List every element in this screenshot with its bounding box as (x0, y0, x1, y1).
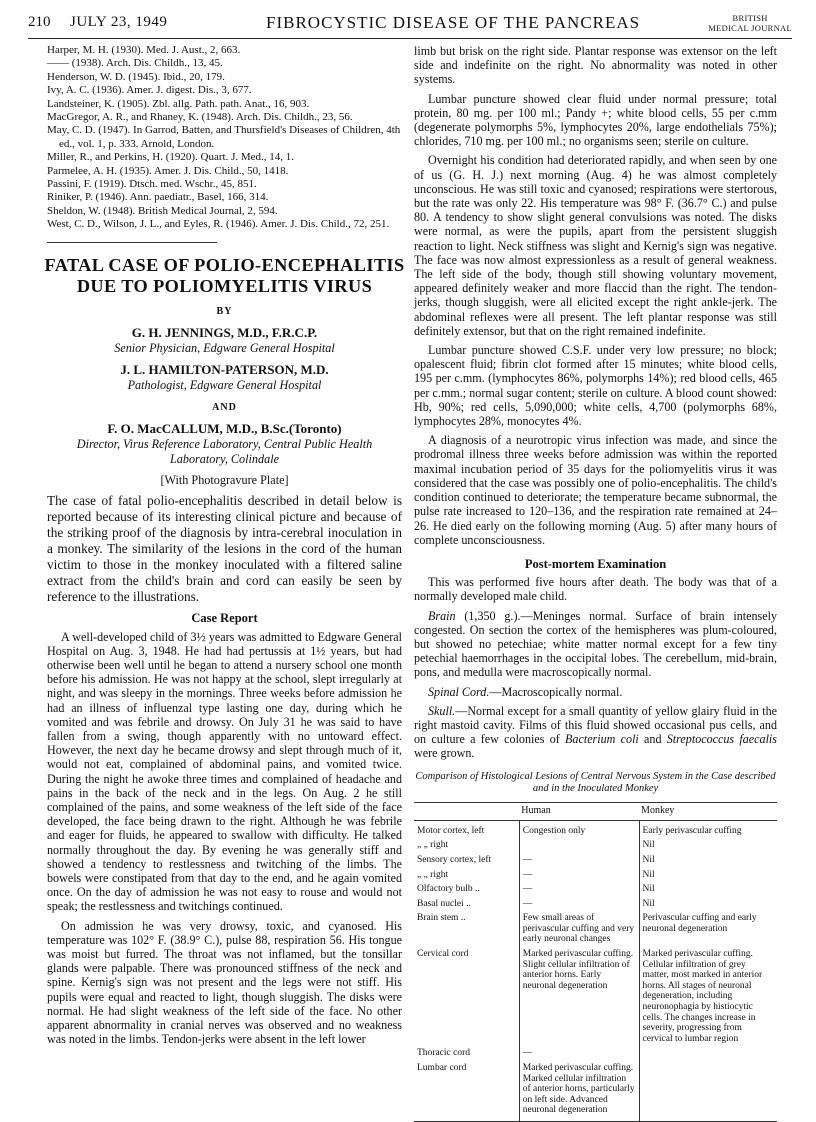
reference-item: Miller, R., and Perkins, H. (1920). Quart. J. Med., 14, 1. (47, 151, 295, 164)
table-cell-site: Olfactory bulb .. (417, 884, 480, 895)
author-name: F. O. MacCALLUM, M.D., B.Sc.(Toronto) (107, 421, 342, 437)
reference-item: MacGregor, A. R., and Rhaney, K. (1948). Arch. Dis. Childh., 23, 56. (47, 111, 353, 124)
table-cell-site: Thoracic cord (417, 1048, 471, 1059)
table-cell-site: Brain stem .. (417, 913, 466, 924)
journal-name (708, 13, 792, 33)
author-name: G. H. JENNINGS, M.D., F.R.C.P. (131, 324, 318, 340)
journal-line-1: BRITISH (732, 13, 768, 23)
header-cell (414, 803, 519, 821)
author-affiliation: Pathologist, Edgware General Hospital (127, 377, 322, 392)
body-paragraph (414, 685, 777, 699)
reference-item: Sheldon, W. (1948). British Medical Journal, 2, 594. (47, 204, 278, 217)
header-cell: Human (519, 803, 639, 821)
journal-line-2: MEDICAL JOURNAL (708, 23, 792, 33)
table-row (414, 897, 777, 912)
running-title: FIBROCYSTIC DISEASE OF THE PANCREAS (266, 13, 641, 32)
table-row (414, 838, 777, 853)
table-caption: Comparison of Histological Lesions of Central Nervous System in the Case described and in the Inoculated Monkey (415, 770, 776, 795)
table-cell-site: Cervical cord (417, 949, 469, 960)
table-cell-human: — (519, 853, 639, 868)
subhead-label: Brain (428, 608, 456, 623)
table-cell-human (519, 838, 639, 853)
table-cell-monkey: Nil (642, 884, 655, 895)
table-cell-human: — (519, 868, 639, 883)
reference-item: —— (1938). Arch. Dis. Childh., 13, 45. (47, 57, 223, 70)
table-cell-human: Few small areas of perivascular cuffing and very early neuronal changes (519, 911, 639, 947)
body-paragraph: A well-developed child of 3½ years was admitted to Edgware General Hospital on Aug. 3, 1948. He had had pertussis at 1½ years, but had otherwise been well until he began to attend a nursery school one month before his admission. He was not happy at the school, slept irregularly at night, and was sleepy in the mornings. Three weeks before admission he had an illness of influenzal type lasting one day, during which he vomited and was febrile and drowsy. On July 31 he was said to have fallen from a swing, though apparently with no untoward effect. However, the next day he became drowsy and slept through much of it, would not eat, complained of abdominal pains, and vomited twice. During the night he awoke three times and complained of headache and pains in the back of the neck and in the legs. On Aug. 2 he still complained of the pains, and some weakness of the left side of the face developed, the face being drawn to the right. Although he was febrile and eager for fluids, he appeared to swallow with difficulty. He talked normally throughout the day. By evening he was generally stiff and showed a tendency to restlessness and twitching of the limbs. The bowels were constipated from that day to the end, and he again vomited once. On the day of admission he was not easy to rouse and would not speak; the restlessness and twitchings continued. (47, 629, 402, 914)
and-line: AND (212, 401, 237, 413)
table-cell-monkey: Perivascular cuffing and early neuronal degeneration (642, 913, 757, 934)
reference-item: Harper, M. H. (1930). Med. J. Aust., 2, 663. (47, 44, 241, 56)
body-paragraph (414, 704, 777, 761)
table-cell-monkey: Nil (642, 869, 655, 880)
running-header (28, 12, 792, 39)
table-cell-monkey: Nil (642, 898, 655, 909)
author-affiliation: Senior Physician, Edgware General Hospital (114, 340, 335, 355)
body-paragraph: Overnight his condition had deteriorated rapidly, and when seen by one of us (G. H. J.) next morning (Aug. 4) he was almost completely unconscious. He was still toxic and cyanosed; respirations were stertorous, but the rate was only 22. His temperature was 98° F. (36.7° C.) and pulse 80. A tendency to show slight general convulsions was noted. The disks were normal, as were the pupils, apart from the persistent sluggish reaction to light. Neck stiffness was slight and Kernig's sign was negative. The face was now almost expressionless as a result of general weakness. The left side of the body, though still showing voluntary movement, appeared definitely weaker and more flaccid than the right. The tendon-jerks, though sluggish, were all elicited except the right ankle-jerk. The abdominal reflexes were all present. The left plantar response was still definitely extensor, but that on the right remained indefinite. (414, 153, 777, 338)
table-cell-human: Congestion only (519, 820, 639, 838)
table-cell-monkey (639, 1061, 777, 1121)
by-line: BY (216, 305, 233, 317)
subhead-text: and (638, 732, 667, 747)
section-divider (47, 242, 217, 243)
comparison-table (414, 802, 777, 1122)
body-paragraph: On admission he was very drowsy, toxic, and cyanosed. His temperature was 102° F. (38.9° C.), pulse 88, respiration 56. His tongue was moist but furred. The throat was not inflamed, but the tonsillar glands were palpable. There was pronounced stiffness of the neck and spine. Kernig's sign was not present and the legs were not stiff. His pupils were equal and reacted to light, though sluggish. The disks were normal. He had slight weakness of the left side of the face. No other apparent abnormality in cranial nerves was observed and no weakness was noted in the limbs. Tendon-jerks were absent in the left lower (47, 918, 402, 1047)
reference-item: May, C. D. (1947). In Garrod, Batten, and Thursfield's Diseases of Children, 4th ed., vol. 1, p. 333. Arnold, London. (47, 124, 401, 150)
table-cell-site: „ „ right (417, 869, 449, 880)
table-cell-site: Lumbar cord (414, 1061, 519, 1121)
right-column (414, 44, 777, 1122)
subhead-text: were grown. (414, 746, 475, 761)
table-cell-human: — (519, 1046, 639, 1061)
reference-item: Henderson, W. D. (1945). Ibid., 20, 179. (47, 70, 225, 83)
reference-list (47, 44, 402, 232)
body-paragraph: Lumbar puncture showed clear fluid under normal pressure; total protein, 80 mg. per 100 ml.; Pandy +; white blood cells, 55 per c.mm (degenerate polymorphs 5%, lymphocytes 20%, large endothelials 75%); chlorides, 710 mg. per 100 ml.; no organisms seen; sterile on culture. (414, 91, 777, 149)
table-cell-monkey: Nil (642, 854, 655, 865)
table-row (414, 820, 777, 838)
table-row (414, 882, 777, 897)
body-paragraph (414, 609, 777, 680)
author-affiliation: Director, Virus Reference Laboratory, Central Public Health Laboratory, Colindale (76, 437, 373, 467)
body-paragraph: Lumbar puncture showed C.S.F. under very low pressure; no block; opalescent fluid; fibrin clot formed after 15 minutes; white blood cells, 195 per c.mm. (lymphocytes 86%, polymorphs 14%); red blood cells, 465 per c.mm.; normal sugar content; sterile on culture. A blood count showed: Hb, 90%; red cells, 5,090,000; white cells, 4,700 (polymorphs 68%, lymphocytes 28%, monocytes 4%. (414, 343, 777, 429)
table-row (414, 1061, 777, 1121)
organism-name: Bacterium coli (565, 732, 639, 747)
subhead-text: —Macroscopically normal. (489, 684, 623, 699)
table-row (414, 853, 777, 868)
table-cell-human: — (519, 897, 639, 912)
table-row (414, 1046, 777, 1061)
table-cell-monkey: Marked perivascular cuffing. Cellular infiltration of grey matter, most marked in anterior horns. All stages of neuronal degeneration, including neuronophagia by histiocytic cells. The changes increase in severity, progressing from cervical to lumbar region (642, 949, 763, 1044)
left-column (44, 44, 405, 1047)
table-header-row (414, 803, 777, 821)
reference-item: Ivy, A. C. (1936). Amer. J. digest. Dis., 3, 677. (47, 84, 252, 97)
reference-item: Passini, F. (1919). Dtsch. med. Wschr., 45, 851. (47, 178, 257, 191)
table-body (414, 820, 777, 1121)
table-cell-site: „ „ right (417, 840, 449, 851)
header-cell: Monkey (639, 803, 777, 821)
table-cell-monkey: Early perivascular cuffing (642, 825, 742, 836)
plate-note: [With Photogravure Plate] (160, 473, 289, 488)
author-name: J. L. HAMILTON-PATERSON, M.D. (120, 361, 329, 377)
table-row (414, 947, 777, 1046)
subhead-label: Spinal Cord. (428, 684, 490, 699)
organism-name: Streptococcus faecalis (666, 732, 778, 747)
table-cell-human: Marked perivascular cuffing. Slight cellular infiltration of anterior horns. Early neuronal degeneration (519, 947, 639, 1046)
intro-paragraph: The case of fatal polio-encephalitis described in detail below is reported because of its interesting clinical picture and because of the striking proof of the diagnosis by intra-cerebral inoculation in a monkey. The similarity of the lesions in the cord of the human victim to those in the monkey inoculated with a filtered saline extract from the child's brain and cord can easily be seen by reference to the illustrations. (47, 493, 402, 605)
table-row (414, 868, 777, 883)
body-paragraph: A diagnosis of a neurotropic virus infection was made, and since the prodromal illness three weeks before admission was within the reported maximal incubation period of 35 days for the poliomyelitis virus it was considered that the case was possibly one of polio-encephalitis. The child's condition continued to deteriorate; the temperature became subnormal, the pulse rate increased to 120–136, and the respiration rate remained at 24–26. He died early on the following morning (Aug. 5) after many hours of complete unconsciousness. (414, 433, 777, 547)
page-number: 210 (28, 14, 51, 30)
article-title: FATAL CASE OF POLIO-ENCEPHALITIS DUE TO POLIOMYELITIS VIRUS (44, 254, 405, 296)
subhead-label: Skull. (428, 703, 456, 718)
body-paragraph: This was performed five hours after death. The body was that of a normally developed male child. (414, 575, 777, 604)
table-cell-human: — (519, 882, 639, 897)
table-cell-site: Basal nuclei .. (417, 898, 471, 909)
table-row (414, 911, 777, 947)
section-heading: Case Report (191, 611, 258, 626)
reference-item: West, C. D., Wilson, J. L., and Eyles, R. (1946). Amer. J. Dis. Child., 72, 251. (47, 218, 390, 231)
table-cell-monkey (639, 1046, 777, 1061)
subhead-text: (1,350 g.).—Meninges normal. Surface of brain intensely congested. On section the cortex of the hemispheres was plum-coloured, but showed no petechiae; white matter normal except for a few tiny petechial haemorrhages in the occipital lobes. The cerebellum, mid-brain, pons, and medulla were macroscopically normal. (414, 608, 777, 680)
table-cell-human: Marked perivascular cuffing. Marked cellular infiltration of anterior horns, particularly on left side. Advanced neuronal degeneration (519, 1061, 639, 1121)
issue-date: JULY 23, 1949 (70, 14, 168, 30)
section-heading: Post-mortem Examination (524, 556, 667, 571)
table-cell-monkey: Nil (642, 840, 655, 851)
table-cell-site: Sensory cortex, left (417, 854, 492, 865)
subhead-text: —Normal except for a small quantity of yellow glairy fluid in the right mastoid cavity. Films of this fluid showed occasional pus cells, and on culture a few colonies of (414, 703, 777, 747)
body-paragraph: limb but brisk on the right side. Plantar response was extensor on the left side and indefinite on the right. No abnormality was noted in other systems. (414, 44, 777, 87)
reference-item: Parmelee, A. H. (1935). Amer. J. Dis. Child., 50, 1418. (47, 164, 289, 177)
reference-item: Landsteiner, K. (1905). Zbl. allg. Path. path. Anat., 16, 903. (47, 97, 310, 110)
table-cell-site: Motor cortex, left (417, 825, 485, 836)
reference-item: Riniker, P. (1946). Ann. paediatr., Basel, 166, 314. (47, 191, 269, 204)
